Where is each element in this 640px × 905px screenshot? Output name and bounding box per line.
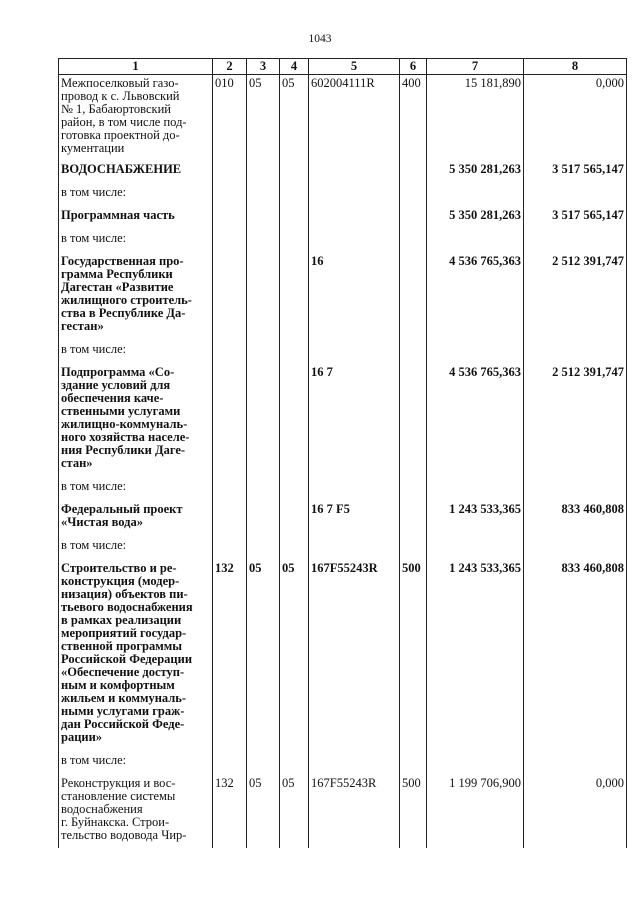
amount-2023-cell: 1 199 706,900	[427, 775, 524, 848]
col-2-cell	[213, 161, 247, 182]
col-2-cell	[213, 535, 247, 560]
col-4-cell	[280, 535, 309, 560]
col-4-cell	[280, 339, 309, 364]
note-row	[59, 476, 627, 501]
col-5-cell	[309, 750, 400, 775]
description-line: здание условий для	[61, 378, 171, 392]
col-5-cell: 16 7 F5	[309, 501, 400, 535]
col-6-cell	[400, 501, 427, 535]
description-line: район, в том числе под-	[61, 115, 187, 129]
description-line: ным и комфортным	[61, 678, 175, 692]
description-line: в рамках реализации	[61, 613, 182, 627]
description-line: ного хозяйства населе-	[61, 430, 190, 444]
table-row	[59, 207, 627, 228]
row-description	[59, 476, 213, 501]
col-3-cell	[247, 339, 280, 364]
col-3-cell	[247, 535, 280, 560]
col-3-cell	[247, 207, 280, 228]
description-line: жилищно-коммуналь-	[61, 417, 188, 431]
col-6-cell: 500	[400, 560, 427, 750]
col-3-cell	[247, 228, 280, 253]
col-5-cell	[309, 182, 400, 207]
col-6-cell	[400, 161, 427, 182]
amount-2024-cell	[524, 339, 627, 364]
col-5-cell	[309, 339, 400, 364]
description-line: тельство водовода Чир-	[61, 828, 187, 842]
amount-2024-cell	[524, 228, 627, 253]
amount-2024-cell: 833 460,808	[524, 501, 627, 535]
col-4-cell	[280, 364, 309, 476]
note-row	[59, 750, 627, 775]
col-2-cell: 132	[213, 775, 247, 848]
description-line: становление системы	[61, 789, 176, 803]
amount-2024-cell: 2 512 391,747	[524, 253, 627, 339]
row-description	[59, 207, 213, 228]
col-2-cell	[213, 501, 247, 535]
table-body	[59, 75, 627, 849]
table-row	[59, 501, 627, 535]
col-3-cell	[247, 501, 280, 535]
amount-2024-cell: 833 460,808	[524, 560, 627, 750]
col-2-cell: 010	[213, 75, 247, 162]
column-header: 2	[213, 59, 247, 75]
description-line: Программная часть	[61, 208, 175, 222]
row-description	[59, 161, 213, 182]
description-line: ственной программы	[61, 639, 183, 653]
note-row	[59, 182, 627, 207]
col-4-cell	[280, 476, 309, 501]
col-6-cell	[400, 476, 427, 501]
col-6-cell	[400, 750, 427, 775]
table-row	[59, 775, 627, 848]
col-5-cell	[309, 228, 400, 253]
page-number: 1043	[308, 33, 332, 45]
col-4-cell	[280, 228, 309, 253]
description-line: в том числе:	[61, 231, 127, 245]
col-2-cell	[213, 476, 247, 501]
col-5-cell: 602004111R	[309, 75, 400, 162]
description-line: тьевого водоснабжения	[61, 600, 193, 614]
col-6-cell	[400, 228, 427, 253]
description-line: Российской Федерации	[61, 652, 193, 666]
amount-2023-cell: 4 536 765,363	[427, 253, 524, 339]
description-line: ными услугами граж-	[61, 704, 185, 718]
col-2-cell	[213, 339, 247, 364]
note-row	[59, 535, 627, 560]
col-2-cell	[213, 750, 247, 775]
description-line: г. Буйнакска. Строи-	[61, 815, 170, 829]
col-2-cell	[213, 253, 247, 339]
description-line: мероприятий государ-	[61, 626, 187, 640]
description-line: ственными услугами	[61, 404, 181, 418]
col-4-cell	[280, 501, 309, 535]
row-description	[59, 75, 213, 162]
amount-2023-cell: 1 243 533,365	[427, 501, 524, 535]
description-line: в том числе:	[61, 538, 127, 552]
col-5-cell	[309, 476, 400, 501]
col-4-cell	[280, 161, 309, 182]
amount-2024-cell: 3 517 565,147	[524, 207, 627, 228]
row-description	[59, 750, 213, 775]
col-3-cell	[247, 253, 280, 339]
amount-2024-cell	[524, 535, 627, 560]
col-3-cell	[247, 161, 280, 182]
col-6-cell	[400, 182, 427, 207]
note-row	[59, 228, 627, 253]
description-line: гестан»	[61, 319, 104, 333]
column-header: 5	[309, 59, 400, 75]
description-line: ства в Республике Да-	[61, 306, 186, 320]
column-header: 3	[247, 59, 280, 75]
col-4-cell	[280, 253, 309, 339]
col-5-cell: 16 7	[309, 364, 400, 476]
description-line: в том числе:	[61, 753, 127, 767]
column-header: 4	[280, 59, 309, 75]
description-line: в том числе:	[61, 185, 127, 199]
amount-2023-cell	[427, 339, 524, 364]
note-row	[59, 339, 627, 364]
col-4-cell: 05	[280, 775, 309, 848]
description-line: Реконструкция и вос-	[61, 776, 176, 790]
amount-2024-cell: 3 517 565,147	[524, 161, 627, 182]
col-6-cell	[400, 253, 427, 339]
description-line: жилищного строитель-	[61, 293, 192, 307]
col-4-cell	[280, 750, 309, 775]
col-5-cell: 16	[309, 253, 400, 339]
amount-2024-cell	[524, 476, 627, 501]
col-2-cell: 132	[213, 560, 247, 750]
row-description	[59, 501, 213, 535]
col-2-cell	[213, 228, 247, 253]
col-6-cell	[400, 339, 427, 364]
amount-2023-cell	[427, 535, 524, 560]
row-description	[59, 775, 213, 848]
description-line: низация) объектов пи-	[61, 587, 188, 601]
row-description	[59, 228, 213, 253]
col-3-cell	[247, 364, 280, 476]
col-5-cell	[309, 535, 400, 560]
col-2-cell	[213, 207, 247, 228]
col-3-cell	[247, 750, 280, 775]
amount-2023-cell: 5 350 281,263	[427, 161, 524, 182]
budget-table	[58, 58, 627, 848]
col-2-cell	[213, 364, 247, 476]
col-4-cell: 05	[280, 560, 309, 750]
amount-2023-cell: 1 243 533,365	[427, 560, 524, 750]
amount-2023-cell	[427, 182, 524, 207]
col-3-cell: 05	[247, 75, 280, 162]
description-line: ния Республики Даге-	[61, 443, 186, 457]
col-6-cell: 400	[400, 75, 427, 162]
amount-2024-cell	[524, 750, 627, 775]
col-6-cell	[400, 364, 427, 476]
row-description	[59, 364, 213, 476]
description-line: грамма Республики	[61, 267, 173, 281]
row-description	[59, 182, 213, 207]
amount-2023-cell	[427, 750, 524, 775]
col-3-cell: 05	[247, 775, 280, 848]
amount-2023-cell: 15 181,890	[427, 75, 524, 162]
table-row	[59, 364, 627, 476]
description-line: обеспечения каче-	[61, 391, 164, 405]
table-row	[59, 161, 627, 182]
description-line: готовка проектной до-	[61, 128, 180, 142]
col-4-cell	[280, 207, 309, 228]
description-line: Дагестан «Развитие	[61, 280, 174, 294]
description-line: провод к с. Львовский	[61, 89, 180, 103]
table-header-row	[59, 59, 627, 75]
description-line: Строительство и ре-	[61, 561, 177, 575]
amount-2023-cell: 5 350 281,263	[427, 207, 524, 228]
col-6-cell: 500	[400, 775, 427, 848]
col-6-cell	[400, 535, 427, 560]
col-3-cell	[247, 476, 280, 501]
description-line: Государственная про-	[61, 254, 184, 268]
row-description	[59, 560, 213, 750]
column-header: 1	[59, 59, 213, 75]
col-3-cell: 05	[247, 560, 280, 750]
col-2-cell	[213, 182, 247, 207]
table-row	[59, 560, 627, 750]
amount-2023-cell	[427, 228, 524, 253]
amount-2024-cell: 0,000	[524, 775, 627, 848]
description-line: жильем и коммуналь-	[61, 691, 187, 705]
amount-2024-cell: 2 512 391,747	[524, 364, 627, 476]
description-line: № 1, Бабаюртовский	[61, 102, 171, 116]
amount-2024-cell: 0,000	[524, 75, 627, 162]
col-4-cell: 05	[280, 75, 309, 162]
amount-2023-cell: 4 536 765,363	[427, 364, 524, 476]
amount-2023-cell	[427, 476, 524, 501]
row-description	[59, 253, 213, 339]
column-header: 6	[400, 59, 427, 75]
description-line: «Чистая вода»	[61, 515, 143, 529]
table-row	[59, 253, 627, 339]
col-6-cell	[400, 207, 427, 228]
row-description	[59, 339, 213, 364]
description-line: Межпоселковый газо-	[61, 76, 179, 90]
description-line: в том числе:	[61, 342, 127, 356]
col-5-cell	[309, 161, 400, 182]
col-3-cell	[247, 182, 280, 207]
col-5-cell	[309, 207, 400, 228]
description-line: Подпрограмма «Со-	[61, 365, 175, 379]
column-header: 7	[427, 59, 524, 75]
col-5-cell: 167F55243R	[309, 775, 400, 848]
description-line: ВОДОСНАБЖЕНИЕ	[61, 162, 182, 176]
description-line: в том числе:	[61, 479, 127, 493]
table-row	[59, 75, 627, 162]
description-line: конструкция (модер-	[61, 574, 180, 588]
description-line: Федеральный проект	[61, 502, 183, 516]
description-line: водоснабжения	[61, 802, 143, 816]
description-line: кументации	[61, 141, 125, 155]
description-line: дан Российской Феде-	[61, 717, 185, 731]
description-line: рации»	[61, 730, 103, 744]
column-header: 8	[524, 59, 627, 75]
amount-2024-cell	[524, 182, 627, 207]
col-5-cell: 167F55243R	[309, 560, 400, 750]
row-description	[59, 535, 213, 560]
description-line: «Обеспечение доступ-	[61, 665, 185, 679]
col-4-cell	[280, 182, 309, 207]
description-line: стан»	[61, 456, 93, 470]
